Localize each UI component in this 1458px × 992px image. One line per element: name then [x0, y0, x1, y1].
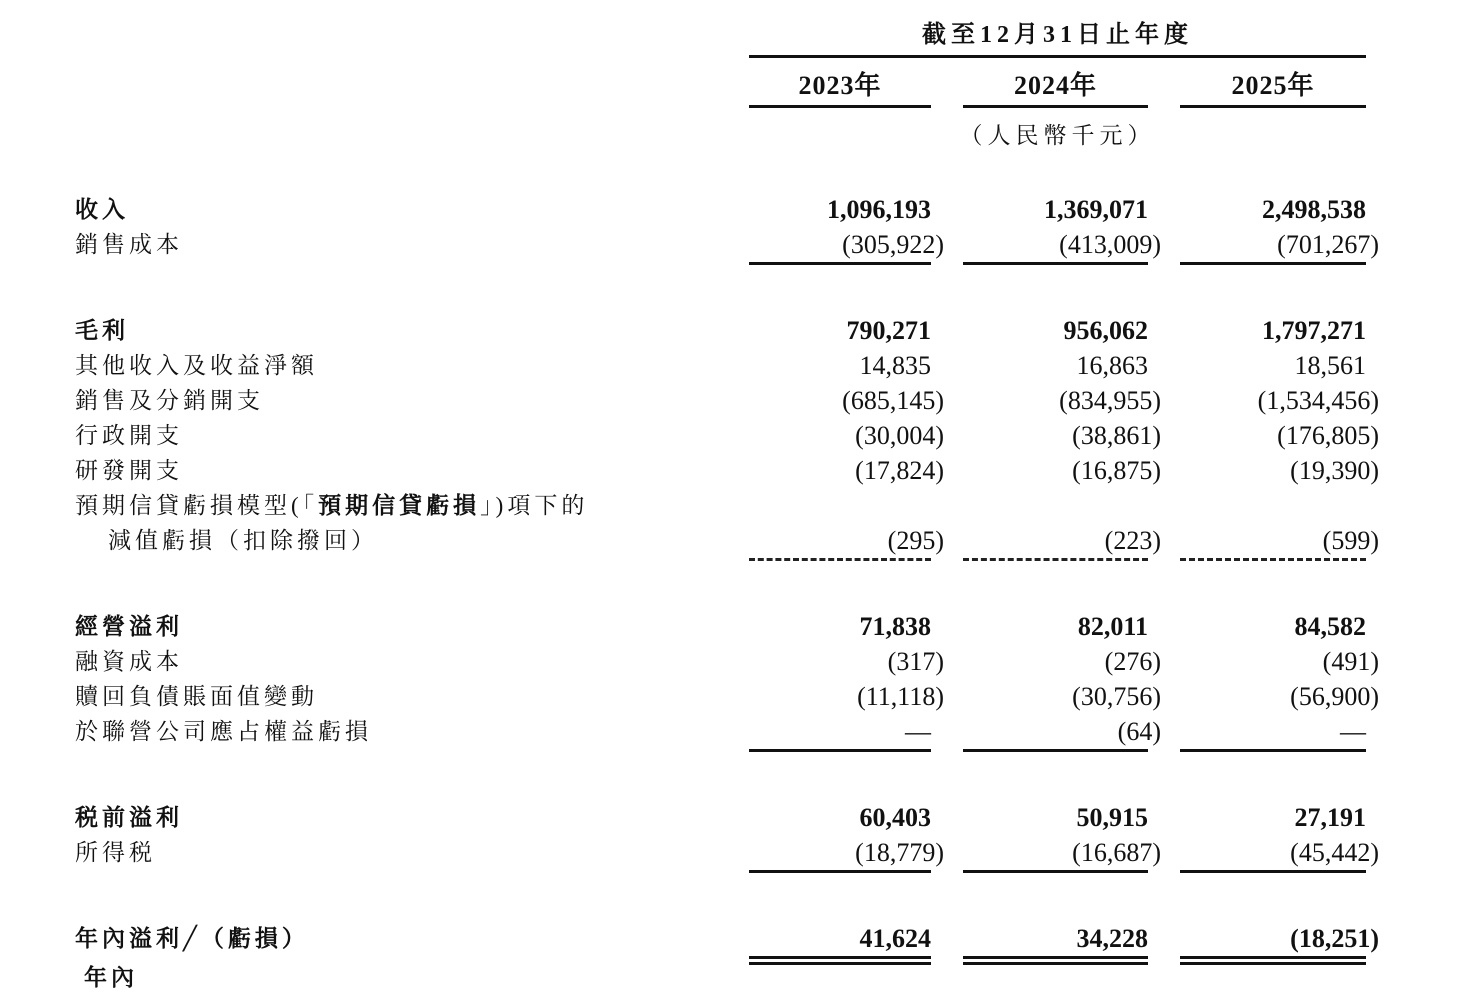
value-2024: 50,915	[1076, 803, 1148, 832]
period-header: 截至12月31日止年度	[749, 0, 1366, 58]
value-2024: (64)	[963, 714, 1148, 752]
partial-bottom-text: 年內	[84, 965, 138, 990]
year-column-header-2024: 2024年	[963, 58, 1148, 108]
value-2023: (17,824)	[855, 456, 944, 485]
value-2025: (491)	[1322, 647, 1379, 676]
value-2024: 956,062	[1063, 316, 1148, 345]
value-2025: (176,805)	[1277, 421, 1379, 450]
value-2023	[749, 488, 931, 523]
row-label: 毛利	[75, 318, 129, 343]
value-2024: 82,011	[1077, 612, 1148, 641]
table-header	[75, 0, 1366, 150]
value-2023: (317)	[887, 647, 944, 676]
row-label: 年內溢利╱（虧損）	[75, 926, 309, 951]
value-2025: 1,797,271	[1262, 316, 1366, 345]
row-label: 收入	[75, 197, 129, 222]
row-spacer	[75, 752, 1366, 800]
value-2025: (56,900)	[1290, 682, 1379, 711]
value-2025: (1,534,456)	[1257, 386, 1379, 415]
value-2024: (38,861)	[1072, 421, 1161, 450]
row-label: 銷售及分銷開支	[75, 388, 264, 413]
row-label: 銷售成本	[75, 232, 183, 257]
value-2024: (223)	[963, 523, 1148, 561]
table-body	[75, 192, 1379, 965]
value-2023: 1,096,193	[827, 195, 931, 224]
value-2024	[963, 488, 1148, 523]
value-2023: —	[749, 714, 931, 752]
row-label: 於聯營公司應占權益虧損	[75, 719, 372, 744]
value-2023: 14,835	[859, 351, 931, 380]
row-label: 研發開支	[75, 458, 183, 483]
value-2025: 2,498,538	[1262, 195, 1366, 224]
value-2023: (305,922)	[749, 227, 931, 265]
value-2023: (685,145)	[842, 386, 944, 415]
row-label: 其他收入及收益淨額	[75, 353, 318, 378]
value-2025: (701,267)	[1180, 227, 1366, 265]
row-label: 税前溢利	[75, 805, 183, 830]
currency-unit-note: （人民幣千元）	[959, 123, 1156, 148]
row-spacer	[75, 265, 1366, 313]
value-2024: 34,228	[963, 921, 1148, 965]
value-2025: (599)	[1180, 523, 1366, 561]
value-2025: (19,390)	[1290, 456, 1379, 485]
row-label: 預期信貸虧損模型(「預期信貸虧損」)項下的	[75, 493, 589, 518]
value-2025: —	[1180, 714, 1366, 752]
value-2023: (295)	[749, 523, 931, 561]
row-label: 經營溢利	[75, 614, 183, 639]
value-2024: (413,009)	[963, 227, 1148, 265]
value-2023: 41,624	[749, 921, 931, 965]
value-2024: (834,955)	[1059, 386, 1161, 415]
value-2024: (30,756)	[1072, 682, 1161, 711]
row-label: 贖回負債賬面值變動	[75, 684, 318, 709]
value-2025: (45,442)	[1180, 835, 1366, 873]
value-2024: 16,863	[1076, 351, 1148, 380]
row-label: 行政開支	[75, 423, 183, 448]
value-2025: 18,561	[1294, 351, 1366, 380]
value-2025: 27,191	[1294, 803, 1366, 832]
value-2023: 60,403	[859, 803, 931, 832]
value-2025: 84,582	[1294, 612, 1366, 641]
row-label: 所得税	[75, 840, 156, 865]
value-2023: (18,779)	[749, 835, 931, 873]
row-spacer	[75, 873, 1366, 921]
row-label: 融資成本	[75, 649, 183, 674]
year-column-header-2023: 2023年	[749, 58, 931, 108]
value-2024: (16,687)	[963, 835, 1148, 873]
value-2023: (30,004)	[855, 421, 944, 450]
value-2024: (16,875)	[1072, 456, 1161, 485]
value-2023: 71,838	[859, 612, 931, 641]
value-2024: (276)	[1104, 647, 1161, 676]
value-2023: (11,118)	[857, 682, 944, 711]
value-2023: 790,271	[846, 316, 931, 345]
value-2025	[1180, 488, 1366, 523]
row-label: 減值虧損（扣除撥回）	[108, 528, 378, 553]
value-2024: 1,369,071	[1044, 195, 1148, 224]
year-column-header-2025: 2025年	[1180, 58, 1366, 108]
value-2025: (18,251)	[1180, 921, 1366, 965]
row-spacer	[75, 561, 1366, 609]
